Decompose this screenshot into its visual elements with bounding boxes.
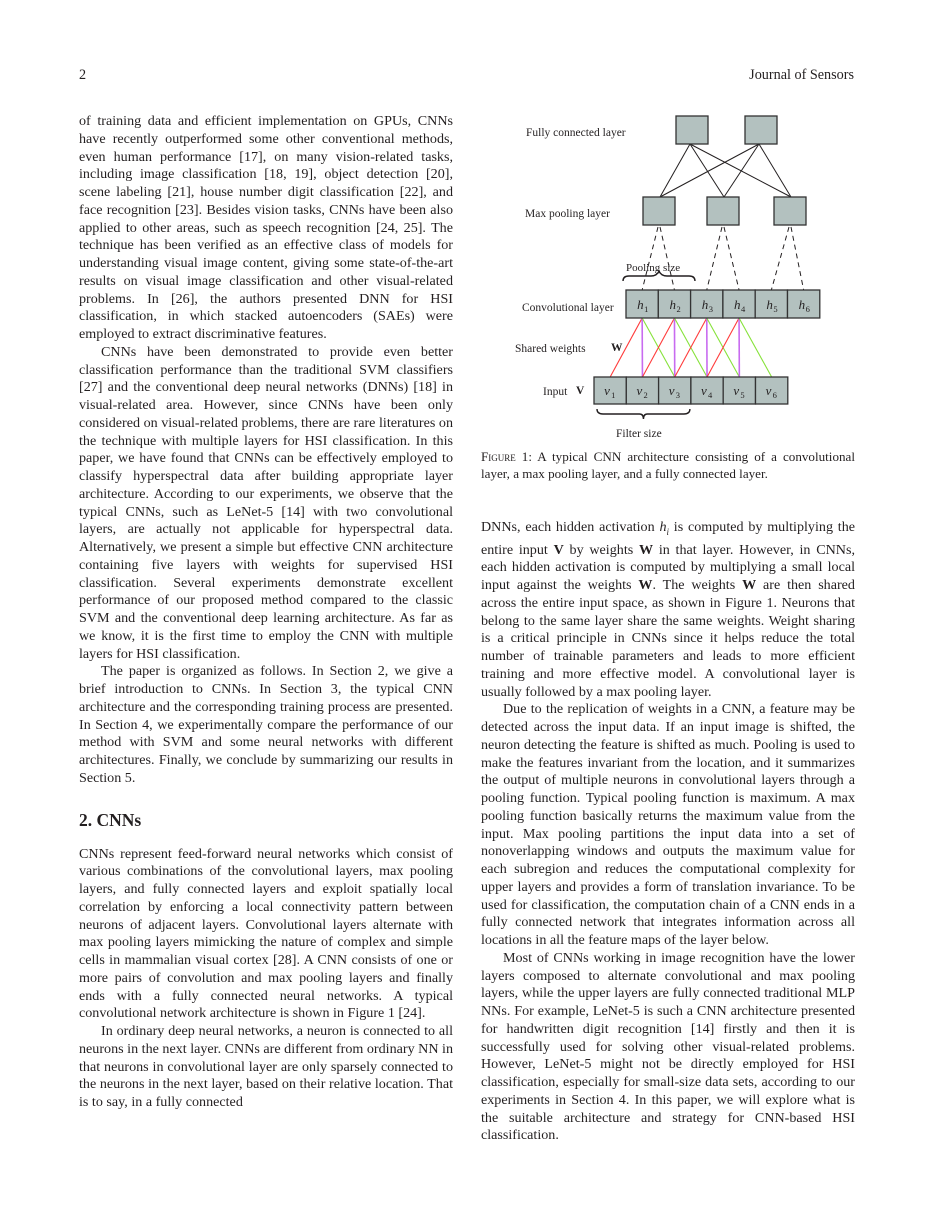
label-convolutional: Convolutional layer — [522, 302, 614, 314]
paragraph: of training data and efficient implementation on GPUs, CNNs have recently outperformed some other conventional methods, even human performance [17], on many vision-related tasks, including image classification [18, 19], object detection [20], scene labeling [21], house number digit classification [22], and face recognition [23]. Besides vision tasks, CNNs have been also applied to other areas, such as speech recognition [24, 25]. The technique has been verified as an effective class of models for understanding visual image content, giving some state-of-the-art results on visual image classification and other visual-related problems. In [26], the authors presented DNN for HSI classification, in which stacked autoencoders (SAEs) were employed to extract discriminative features. — [79, 113, 453, 342]
conv-unit-subscript: 2 — [676, 304, 681, 314]
pooling-connection — [791, 227, 804, 290]
input-unit-label: v — [765, 383, 772, 398]
journal-title: Journal of Sensors — [749, 67, 854, 83]
fully-connected-unit — [745, 116, 777, 144]
conv-unit-subscript: 3 — [708, 304, 713, 314]
label-input: Input — [543, 386, 568, 398]
label-shared-weights: Shared weights — [515, 343, 586, 355]
input-unit — [756, 377, 788, 404]
paragraph: Most of CNNs working in image recognition have the lower layers composed to alternate convolutional and max pooling layers, while the upper layers are fully connected traditional MLP NNs. For example, LeNet-5 is such a CNN architecture presented for handwritten digit recognition [14] firstly and then it is successfully used for solving other visual-related problems. However, LeNet-5 might not be directly employed for HSI classification, especially for small-size data sets, according to our experiments in Section 4. In this paper, we will explore what is the suitable architecture and strategy for CNN-based HSI classification. — [481, 949, 855, 1144]
figure-caption — [481, 449, 855, 482]
input-unit-subscript: 4 — [708, 390, 713, 400]
pooling-connection — [771, 227, 789, 290]
conv-unit-subscript: 6 — [805, 304, 810, 314]
label-fully-connected: Fully connected layer — [526, 127, 626, 139]
input-unit — [723, 377, 755, 404]
input-unit-subscript: 5 — [740, 390, 745, 400]
label-input-v: V — [576, 385, 585, 397]
left-column — [79, 113, 453, 1112]
conv-unit-label: h — [734, 297, 741, 312]
pooling-connection — [642, 227, 658, 290]
fully-connected-unit — [676, 116, 708, 144]
cnn-diagram — [481, 110, 861, 450]
fc-connection — [690, 144, 724, 197]
fc-connection — [724, 144, 759, 197]
conv-unit-label: h — [669, 297, 676, 312]
caption-label: Figure 1: — [481, 449, 532, 464]
section-heading: 2. CNNs — [79, 809, 142, 830]
fc-connection — [690, 144, 791, 197]
conv-unit-label: h — [766, 297, 773, 312]
max-pooling-unit — [774, 197, 806, 225]
input-unit-subscript: 3 — [675, 390, 680, 400]
input-unit-subscript: 2 — [643, 390, 648, 400]
input-unit — [659, 377, 691, 404]
right-column — [481, 519, 855, 1145]
input-unit — [626, 377, 658, 404]
max-pooling-unit — [643, 197, 675, 225]
running-head — [79, 67, 854, 87]
conv-unit-label: h — [637, 297, 644, 312]
paragraph: The paper is organized as follows. In Section 2, we give a brief introduction to CNNs. In Section 3, the typical CNN architecture and the corresponding training process are presented. In Section 4, we experimentally compare the performance of our method with SVM and some neural networks with different architectures. Finally, we conclude by summarizing our results in Section 5. — [79, 663, 453, 786]
weight-line-green — [739, 318, 772, 377]
input-unit — [594, 377, 626, 404]
input-unit-label: v — [604, 383, 610, 398]
paragraph: CNNs have been demonstrated to provide even better classification performance than the traditional SVM classifiers [27] and the conventional deep neural networks (DNNs) [18] in visual-related area. However, since CNNs have been only considered on visual-related problems, there are rare literatures on the technique with multiple layers for HSI classification. In this paper, we have found that CNNs can be effectively employed to classify hyperspectral data after building appropriate layer architecture. According to our experiments, we observe that the typical CNNs, such as LeNet-5 [14] with two convolutional layers, are actually not applicable for hyperspectral data. Alternatively, we present a simple but effective CNN architecture containing five layers with weights for supervised HSI classification. Several experiments demonstrate excellent performance of our proposed method compared to the classic SVM and the conventional deep learning architecture. As far as we know, it is the first time to employ the CNN with multiple layers for HSI classification. — [79, 343, 453, 662]
label-pooling-size: Pooling size — [626, 262, 681, 274]
input-unit-subscript: 1 — [611, 390, 616, 400]
max-pooling-unit — [707, 197, 739, 225]
pooling-connection — [660, 227, 674, 290]
conv-unit-subscript: 1 — [644, 304, 649, 314]
conv-unit-label: h — [701, 297, 709, 312]
conv-unit-label: h — [798, 297, 806, 312]
input-unit-label: v — [636, 383, 643, 398]
label-max-pooling: Max pooling layer — [525, 208, 610, 220]
page-number: 2 — [79, 67, 87, 83]
paragraph: Due to the replication of weights in a CNN, a feature may be detected across the input data. If an input image is shifted, the neuron detecting the feature is shifted as much. Pooling is used to make the features invariant from the location, and it summarizes the output of multiple neurons in convolutional layers through a pooling function. Typical pooling function is maximum. A max pooling function basically returns the maximum value from the input. Max pooling partitions the input data into a set of nonoverlapping windows and outputs the maximum value for each subregion and reduces the computational complexity for upper layers and provides a form of translation invariance. To be used for classification, the computation chain of a CNN ends in a fully connected network that integrates information across all locations in all the feature maps of the layer below. — [481, 701, 855, 949]
input-unit-subscript: 6 — [772, 390, 777, 400]
caption-text: A typical CNN architecture consisting of a convolutional layer, a max pooling layer, and a fully connected layer. — [481, 449, 855, 481]
paragraph: CNNs represent feed-forward neural networks which consist of various combinations of the convolutional layers, max pooling layers, and fully connected layers and exploit spatially local correlation by enforcing a local connectivity pattern between neurons of adjacent layers. Convolutional layers alternate with max pooling layers mimicking the nature of complex and simple cells in mammalian visual cortex [28]. A CNN consists of one or more pairs of convolution and max pooling layers and finally ends with a fully connected neural networks. A typical convolutional network architecture is shown in Figure 1 [24]. — [79, 845, 453, 1022]
pooling-connection — [707, 227, 722, 290]
paragraph: DNNs, each hidden activation $h_i$ is computed by multiplying the entire input V by weights W in that layer. However, in CNNs, each hidden activation is computed by multiplying a small local input against the weights W. The weights W are then shared across the entire input space, as shown in Figure 1. Neurons that belong to the same layer share the same weights. Weight sharing is a critical principle in CNNs since it helps reduce the total number of trainable parameters and leads to more efficient training and more effective model. A convolutional layer is usually followed by a max pooling layer. — [481, 519, 855, 700]
paragraph: In ordinary deep neural networks, a neuron is connected to all neurons in the next layer. CNNs are different from ordinary NN in that neurons in convolutional layer are only sparsely connected to the neurons in the next layer, based on their relative location. That is to say, in a fully connected — [79, 1023, 453, 1110]
input-unit — [691, 377, 723, 404]
input-unit-label: v — [733, 383, 740, 398]
label-weights-w: W — [611, 342, 623, 354]
label-filter-size: Filter size — [616, 428, 662, 440]
pooling-connection — [724, 227, 739, 290]
input-unit-label: v — [668, 383, 675, 398]
filter-size-brace — [597, 409, 690, 419]
conv-unit-subscript: 5 — [773, 304, 778, 314]
input-unit-label: v — [701, 383, 707, 398]
conv-unit-subscript: 4 — [741, 304, 746, 314]
figure-cnn-architecture — [481, 110, 861, 450]
